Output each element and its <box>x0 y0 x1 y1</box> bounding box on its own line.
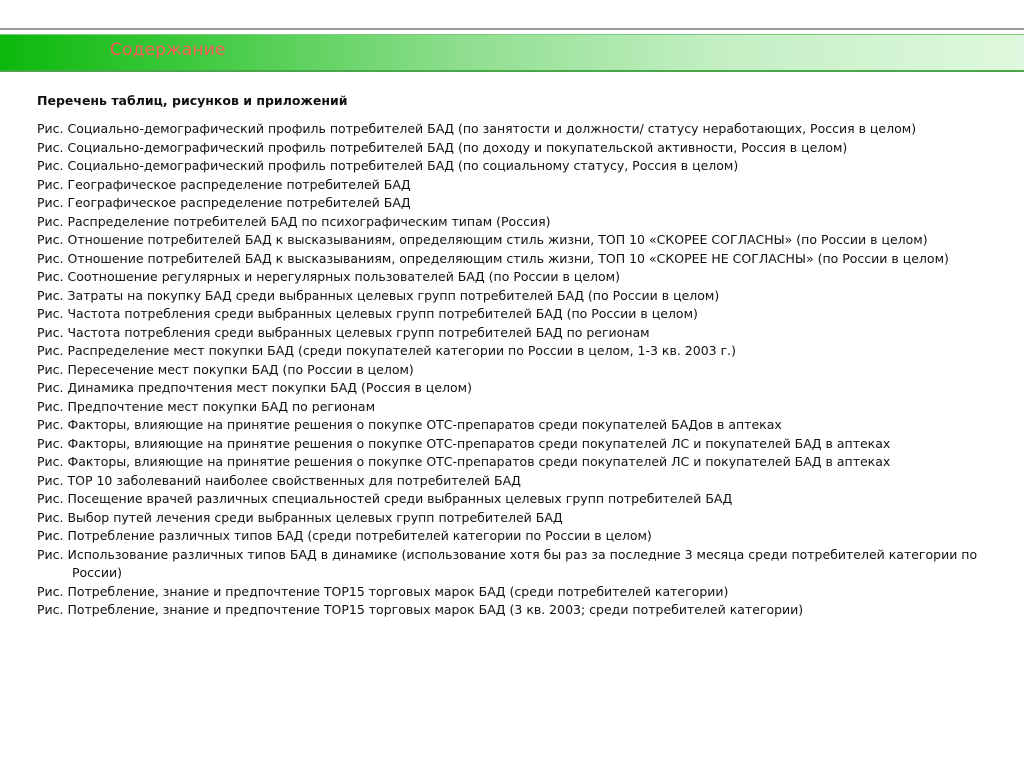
header-band <box>0 34 1024 72</box>
figure-list-item: Рис. Распределение мест покупки БАД (среди покупателей категории по России в целом, 1-3 кв. 2003 г.) <box>37 343 736 358</box>
figure-list-item: Рис. TOP 10 заболеваний наиболее свойственных для потребителей БАД <box>37 472 521 488</box>
figure-list-item: Рис. Потребление, знание и предпочтение TOP15 торговых марок БАД (среди потребителей категории) <box>37 583 729 599</box>
figure-list-item: Рис. Социально-демографический профиль потребителей БАД (по занятости и должности/ статусу неработающих, Россия в целом) <box>37 121 917 136</box>
figure-list-item: Рис. Предпочтение мест покупки БАД по регионам <box>37 398 376 414</box>
figure-list-item: Рис. Отношение потребителей БАД к высказываниям, определяющим стиль жизни, ТОП 10 «СКОРЕЕ СОГЛАСНЫ» (по России в целом) <box>37 232 928 247</box>
figure-list-item: Рис. Факторы, влияющие на принятие решения о покупке ОТС-препаратов среди покупателей ЛС и покупателей БАД в аптеках <box>37 435 891 451</box>
figure-list-item: Рис. Потребление, знание и предпочтение TOP15 торговых марок БАД (3 кв. 2003; среди потребителей категории) <box>37 602 804 617</box>
figure-list-item: Рис. Пересечение мест покупки БАД (по России в целом) <box>37 361 414 377</box>
header-title: Содержание <box>110 40 226 60</box>
figure-list-item: Рис. Географическое распределение потребителей БАД <box>37 176 411 192</box>
figure-list-item: Рис. Распределение потребителей БАД по психографическим типам (Россия) <box>37 213 551 229</box>
figure-list-item: Рис. Социально-демографический профиль потребителей БАД (по социальному статусу, Россия в целом) <box>37 158 739 173</box>
figure-list-item: Рис. Посещение врачей различных специальностей среди выбранных целевых групп потребителей БАД <box>37 491 733 506</box>
figure-list-item: Рис. Географическое распределение потребителей БАД <box>37 195 411 210</box>
figure-list-item: Рис. Факторы, влияющие на принятие решения о покупке ОТС-препаратов среди покупателей БАДов в аптеках <box>37 417 782 432</box>
figure-list-item: Рис. Потребление различных типов БАД (среди потребителей категории по России в целом) <box>37 528 652 543</box>
figure-list-item: Рис. Затраты на покупку БАД среди выбранных целевых групп потребителей БАД (по России в целом) <box>37 287 720 303</box>
figure-list-item: Рис. Отношение потребителей БАД к высказываниям, определяющим стиль жизни, ТОП 10 «СКОРЕЕ НЕ СОГЛАСНЫ» (по России в целом) <box>37 250 949 266</box>
figure-list-item: Рис. Соотношение регулярных и нерегулярных пользователей БАД (по России в целом) <box>37 269 620 284</box>
figure-list-item: Рис. Социально-демографический профиль потребителей БАД (по доходу и покупательской активности, Россия в целом) <box>37 139 848 155</box>
figure-list-item: Рис. Выбор путей лечения среди выбранных целевых групп потребителей БАД <box>37 509 563 525</box>
section-title: Перечень таблиц, рисунков и приложений <box>37 93 348 108</box>
content-area <box>37 92 997 620</box>
figure-list <box>37 120 997 620</box>
figure-list-item: Рис. Частота потребления среди выбранных целевых групп потребителей БАД (по России в целом) <box>37 306 698 321</box>
top-divider <box>0 28 1024 30</box>
figure-list-item: Рис. Использование различных типов БАД в динамике (использование хотя бы раз за последние 3 месяца среди потребителей категории по России) <box>37 546 978 580</box>
figure-list-item: Рис. Факторы, влияющие на принятие решения о покупке ОТС-препаратов среди покупателей ЛС и покупателей БАД в аптеках <box>37 454 891 469</box>
figure-list-item: Рис. Частота потребления среди выбранных целевых групп потребителей БАД по регионам <box>37 324 650 340</box>
figure-list-item: Рис. Динамика предпочтения мест покупки БАД (Россия в целом) <box>37 380 472 395</box>
